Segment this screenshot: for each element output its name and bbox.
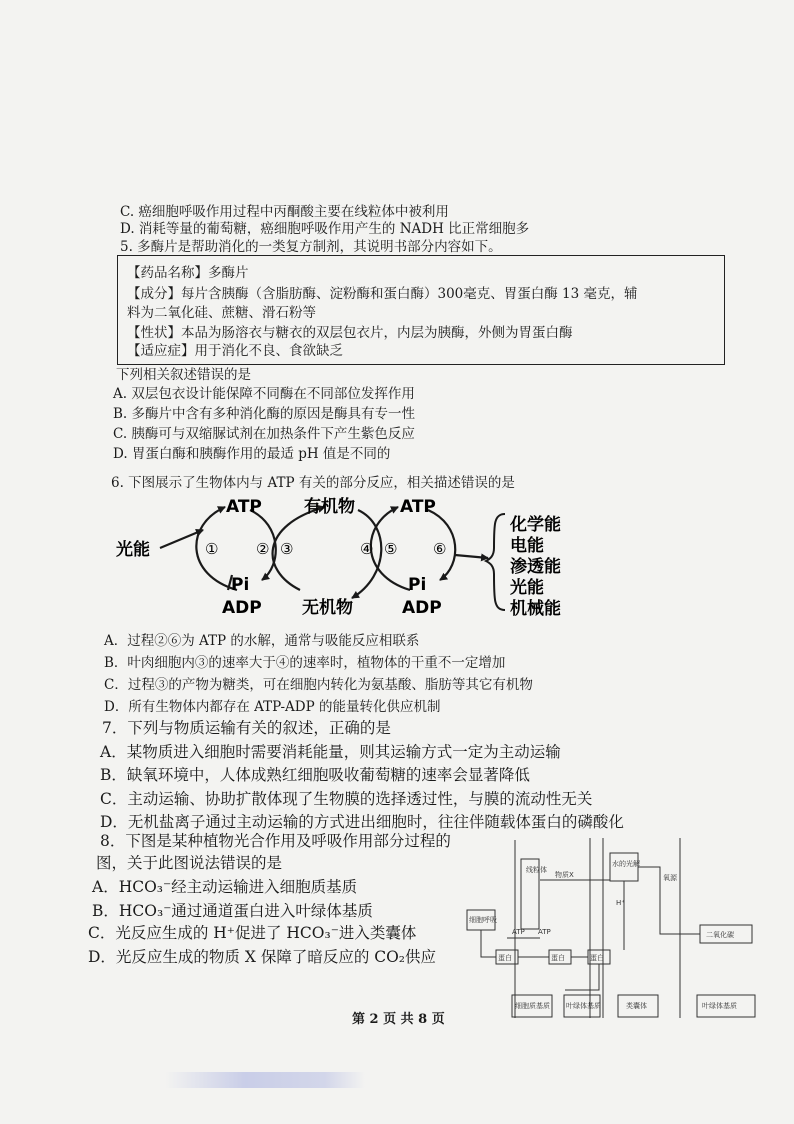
q6-option-b: B．叶肉细胞内③的速率大于④的速率时，植物体的干重不一定增加 [104, 655, 506, 671]
atp-label-1: ATP [512, 928, 525, 936]
energy-osmotic: 渗透能 [510, 557, 561, 577]
q5-box-line2: 【成分】每片含胰酶（含脂肪酶、淀粉酶和蛋白酶）300毫克、胃蛋白酶 13 毫克，辅 [127, 286, 638, 302]
light-energy-label: 光能 [116, 540, 150, 560]
atp-left-label: ATP [226, 497, 262, 517]
co2-label: 二氧化碳 [706, 931, 734, 939]
chloroplast-stroma-label-right: 叶绿体基质 [702, 1002, 737, 1010]
q5-box-line4: 【性状】本品为肠溶衣与糖衣的双层包衣片，内层为胰酶，外侧为胃蛋白酶 [127, 325, 573, 341]
q4-option-c: C. 癌细胞呼吸作用过程中丙酮酸主要在线粒体中被利用 [120, 204, 449, 220]
adp-left-label: ADP [222, 598, 262, 618]
q4-option-d: D. 消耗等量的葡萄糖，癌细胞呼吸作用产生的 NADH 比正常细胞多 [120, 221, 530, 237]
q5-stem: 5. 多酶片是帮助消化的一类复方制剂，其说明书部分内容如下。 [120, 239, 502, 255]
num-3: ③ [280, 540, 294, 558]
q8-option-a: A．HCO₃⁻经主动运输进入细胞质基质 [92, 878, 358, 896]
organic-matter-label: 有机物 [304, 497, 355, 517]
q7-option-d: D．无机盐离子通过主动运输的方式进出细胞时，往往伴随载体蛋白的磷酸化 [100, 813, 624, 831]
q5-option-a: A. 双层包衣设计能保障不同酶在不同部位发挥作用 [113, 386, 415, 402]
q5-box-line1: 【药品名称】多酶片 [127, 265, 249, 281]
q6-option-c: C．过程③的产物为糖类，可在细胞内转化为氨基酸、脂肪等其它有机物 [104, 677, 533, 693]
energy-chemical: 化学能 [510, 515, 561, 535]
adp-right-label: ADP [402, 598, 442, 618]
chloroplast-stroma-label-left: 叶绿体基质 [566, 1002, 601, 1010]
energy-electric: 电能 [510, 536, 544, 556]
q7-option-b: B．缺氧环境中，人体成熟红细胞吸收葡萄糖的速率会显著降低 [100, 766, 530, 784]
q5-prompt: 下列相关叙述错误的是 [116, 367, 251, 383]
energy-light: 光能 [510, 578, 544, 598]
q8-option-b: B．HCO₃⁻通过通道蛋白进入叶绿体基质 [92, 902, 373, 920]
q5-box-line3: 料为二氧化硅、蔗糖、滑石粉等 [127, 305, 316, 321]
protein-label-2: 蛋白 [551, 954, 565, 962]
respiration-label: 细胞呼吸 [469, 916, 497, 924]
water-photolysis-label: 水的光解 [612, 860, 640, 868]
q8-stem-line1: 8．下图是某种植物光合作用及呼吸作用部分过程的 [100, 832, 451, 850]
q5-option-d: D. 胃蛋白酶和胰酶作用的最适 pH 值是不同的 [113, 446, 391, 462]
protein-label-1: 蛋白 [498, 954, 512, 962]
cytoplasm-matrix-label: 细胞质基质 [515, 1002, 550, 1010]
protein-label-3: 蛋白 [590, 954, 604, 962]
q7-option-c: C．主动运输、协助扩散体现了生物膜的选择透过性，与膜的流动性无关 [100, 790, 593, 808]
h-ion-label: H⁺ [616, 899, 625, 907]
thylakoid-label: 类囊体 [626, 1002, 647, 1010]
q5-option-b: B. 多酶片中含有多种消化酶的原因是酶具有专一性 [113, 406, 416, 422]
pi-right-label: Pi [408, 575, 427, 595]
q6-option-d: D．所有生物体内都存在 ATP-ADP 的能量转化供应机制 [104, 699, 441, 715]
atp-right-label: ATP [400, 497, 436, 517]
q7-option-a: A．某物质进入细胞时需要消耗能量，则其运输方式一定为主动运输 [100, 743, 561, 761]
mitochondria-label: 线粒体 [526, 866, 547, 874]
energy-mechanical: 机械能 [510, 599, 561, 619]
atp-label-2: ATP [538, 928, 551, 936]
inorganic-matter-label: 无机物 [302, 598, 353, 618]
num-1: ① [205, 540, 219, 558]
q8-stem-line2: 图，关于此图说法错误的是 [96, 854, 283, 872]
q8-option-d: D．光反应生成的物质 X 保障了暗反应的 CO₂供应 [88, 948, 437, 966]
q8-option-c: C．光反应生成的 H⁺促进了 HCO₃⁻进入类囊体 [88, 924, 417, 942]
num-2: ② [256, 540, 270, 558]
page-footer: 第 2 页 共 8 页 [352, 1012, 445, 1027]
pi-left-label: Pi [231, 575, 250, 595]
substance-x-label: 物质X [555, 871, 574, 879]
num-6: ⑥ [433, 540, 447, 558]
q6-option-a: A．过程②⑥为 ATP 的水解，通常与吸能反应相联系 [104, 633, 420, 649]
num-5: ⑤ [384, 540, 398, 558]
oxygen-label: 氧源 [663, 874, 677, 882]
scan-smudge [165, 1072, 365, 1088]
q7-stem: 7．下列与物质运输有关的叙述，正确的是 [102, 719, 391, 737]
q6-stem: 6. 下图展示了生物体内与 ATP 有关的部分反应，相关描述错误的是 [111, 475, 515, 491]
num-4: ④ [360, 540, 374, 558]
q5-option-c: C. 胰酶可与双缩脲试剂在加热条件下产生紫色反应 [113, 426, 415, 442]
q5-box-line5: 【适应症】用于消化不良、食欲缺乏 [127, 343, 343, 359]
